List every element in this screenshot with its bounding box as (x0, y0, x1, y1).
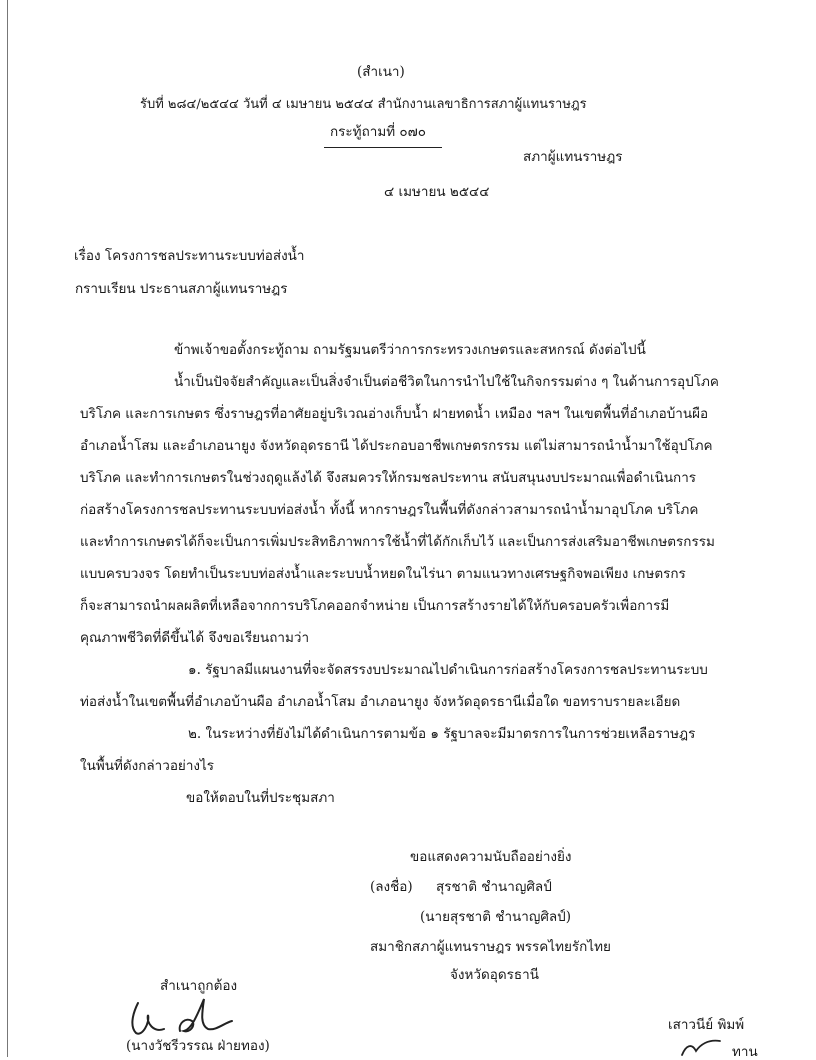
typist-line: เสาวนีย์ พิมพ์ (668, 1017, 745, 1033)
closing-line: ขอแสดงความนับถืออย่างยิ่ง (410, 849, 572, 865)
checker-label: ทาน (732, 1044, 758, 1060)
printed-name: (นายสุรชาติ ชำนาญศิลป์) (420, 909, 572, 925)
body-line: น้ำเป็นปัจจัยสำคัญและเป็นสิ่งจำเป็นต่อชีวิตในการนำไปใช้ในกิจกรรมต่าง ๆ ในด้านการอุปโภค (174, 374, 719, 390)
body-line: แบบครบวงจร โดยทำเป็นระบบท่อส่งน้ำและระบบน้ำหยดในไร่นา ตามแนวทางเศรษฐกิจพอเพียง เกษตรกร (80, 566, 686, 582)
letter-date: ๔ เมษายน ๒๕๔๔ (384, 184, 490, 200)
member-province: จังหวัดอุดรธานี (450, 967, 539, 983)
request-line: ขอให้ตอบในที่ประชุมสภา (186, 790, 335, 806)
member-position: สมาชิกสภาผู้แทนราษฎร พรรคไทยรักไทย (370, 939, 611, 955)
body-line: และทำการเกษตรได้ก็จะเป็นการเพิ่มประสิทธิภาพการใช้น้ำที่ได้กักเก็บไว้ และเป็นการส่งเสริมอาชีพเกษตรกรรม (80, 534, 715, 550)
question-1-line: ๑. รัฐบาลมีแผนงานที่จะจัดสรรงบประมาณไปดำเนินการก่อสร้างโครงการชลประทานระบบ (188, 662, 708, 678)
body-line: ก็จะสามารถนำผลผลิตที่เหลือจากการบริโภคออกจำหน่าย เป็นการสร้างรายได้ให้กับครอบครัวเพื่อการมี (80, 598, 670, 614)
body-line: บริโภค และการเกษตร ซึ่งราษฎรที่อาศัยอยู่บริเวณอ่างเก็บน้ำ ฝายทดน้ำ เหมือง ฯลฯ ในเขตพื้นที่อำเภอบ้านผือ (80, 406, 709, 422)
body-line: บริโภค และทำการเกษตรในช่วงฤดูแล้งได้ จึงสมควรให้กรมชลประทาน สนับสนุนงบประมาณเพื่อดำเนินการ (80, 470, 697, 486)
signed-prefix: (ลงชื่อ) (370, 879, 413, 895)
checker-initials (678, 1037, 728, 1057)
body-line: อำเภอน้ำโสม และอำเภอนายูง จังหวัดอุดรธานี ได้ประกอบอาชีพเกษตรกรรม แต่ไม่สามารถนำน้ำมาใช้อุปโภค (80, 438, 713, 454)
receipt-line: รับที่ ๒๘๔/๒๕๔๔ วันที่ ๔ เมษายน ๒๕๔๔ สำนักงานเลขาธิการสภาผู้แทนราษฎร (140, 97, 587, 112)
body-line: ก่อสร้างโครงการชลประทานระบบท่อส่งน้ำ ทั้งนี้ หากราษฎรในพื้นที่ดังกล่าวสามารถนำน้ำมาอุปโภค บริโภค (80, 502, 699, 518)
handwritten-signature (120, 993, 270, 1043)
subject-line: เรื่อง โครงการชลประทานระบบท่อส่งน้ำ (74, 248, 305, 264)
question-2-line: ในพื้นที่ดังกล่าวอย่างไร (80, 758, 215, 774)
body-line: ข้าพเจ้าขอตั้งกระทู้ถาม ถามรัฐมนตรีว่าการกระทรวงเกษตรและสหกรณ์ ดังต่อไปนี้ (174, 342, 646, 358)
question-2-line: ๒. ในระหว่างที่ยังไม่ได้ดำเนินการตามข้อ ๑ รัฐบาลจะมีมาตรการในการช่วยเหลือราษฎร (188, 726, 696, 742)
interpellation-number: กระทู้ถามที่ ๐๗๐ (330, 124, 427, 140)
body-line: คุณภาพชีวิตที่ดีขึ้นได้ จึงขอเรียนถามว่า (80, 630, 310, 646)
page-edge-line (7, 0, 8, 1057)
office-name: สภาผู้แทนราษฎร (523, 149, 623, 165)
addressee-line: กราบเรียน ประธานสภาผู้แทนราษฎร (75, 281, 288, 297)
signed-name: สุรชาติ ชำนาญศิลป์ (436, 879, 552, 895)
question-1-line: ท่อส่งน้ำในเขตพื้นที่อำเภอบ้านผือ อำเภอน้ำโสม อำเภอนายูง จังหวัดอุดรธานีเมื่อใด ขอทราบรายละเอียด (80, 694, 681, 710)
copy-mark: (สำเนา) (357, 64, 405, 80)
certified-copy-label: สำเนาถูกต้อง (160, 978, 238, 994)
certifier-name: (นางวัชรีวรรณ ฝ่ายทอง) (126, 1038, 270, 1054)
interpellation-underline (324, 147, 442, 148)
